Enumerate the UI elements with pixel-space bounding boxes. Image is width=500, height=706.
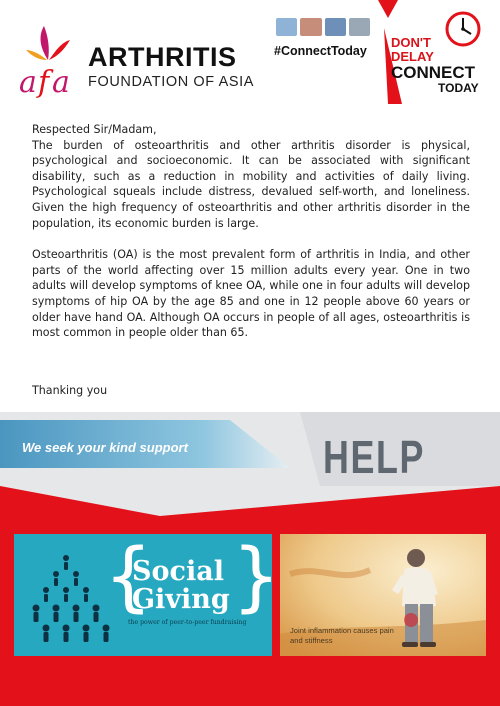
org-subtitle: FOUNDATION OF ASIA — [88, 74, 255, 90]
badge-dont: DON'T — [391, 35, 431, 50]
badge-today: TODAY — [438, 81, 479, 95]
hashtag: #ConnectToday — [274, 44, 367, 58]
badge-connect: CONNECT — [391, 63, 476, 82]
foundation-logo — [18, 20, 258, 100]
closing-line: Thanking you — [32, 384, 108, 397]
dont-delay-badge — [378, 0, 500, 104]
joint-caption: Joint inflammation causes pain and stiffness — [290, 626, 394, 645]
photo-thumb — [325, 18, 346, 36]
letter-body — [32, 122, 470, 341]
support-text: We seek your kind support — [22, 440, 188, 455]
org-name: ARTHRITIS — [88, 42, 237, 72]
left-brace-icon: { — [104, 531, 153, 620]
badge-delay: DELAY — [391, 49, 434, 64]
clock-icon — [444, 10, 482, 48]
letter-paragraph-2: Osteoarthritis (OA) is the most prevalent form of arthritis in India, and other parts of the world affecting over 15 million adults every year. One in two adults will develop symptoms of knee OA, while one in four adults will develop symptoms of hip OA by the age 85 and one in 12 people above 60 years or older have hand OA. Although OA occurs in people of all ages, osteoarthritis is most common in people older than 65. — [32, 248, 470, 340]
people-crowd-icon — [20, 552, 112, 644]
photo-strip — [276, 18, 370, 36]
salutation: Respected Sir/Madam, — [32, 123, 157, 136]
social-word: Social — [132, 556, 224, 587]
giving-word: Giving — [132, 584, 230, 615]
photo-thumb — [349, 18, 370, 36]
svg-text:a: a — [52, 65, 70, 100]
svg-text:a: a — [19, 65, 37, 100]
svg-text:f: f — [38, 65, 50, 100]
photo-thumb — [276, 18, 297, 36]
social-tagline: the power of peer-to-peer fundraising — [128, 619, 247, 626]
photo-thumb — [300, 18, 321, 36]
afa-logo-mark-icon — [18, 20, 82, 100]
letter-paragraph-1: The burden of osteoarthritis and other arthritis disorder is physical, psychological and socioeconomic. It can be associated with significant disability, such as a reduction in mobility and activities of daily living. Psychological squeals include distress, devalued self-worth, and loneliness. Given the high frequency of osteoarthritis and other arthritis disorder in the population, its economic burden is large. — [32, 138, 470, 230]
social-giving-panel — [14, 531, 281, 656]
joint-inflammation-panel — [280, 534, 486, 656]
help-text: HELP — [323, 431, 425, 483]
right-brace-icon: } — [232, 531, 281, 620]
connect-today-box — [266, 12, 374, 72]
